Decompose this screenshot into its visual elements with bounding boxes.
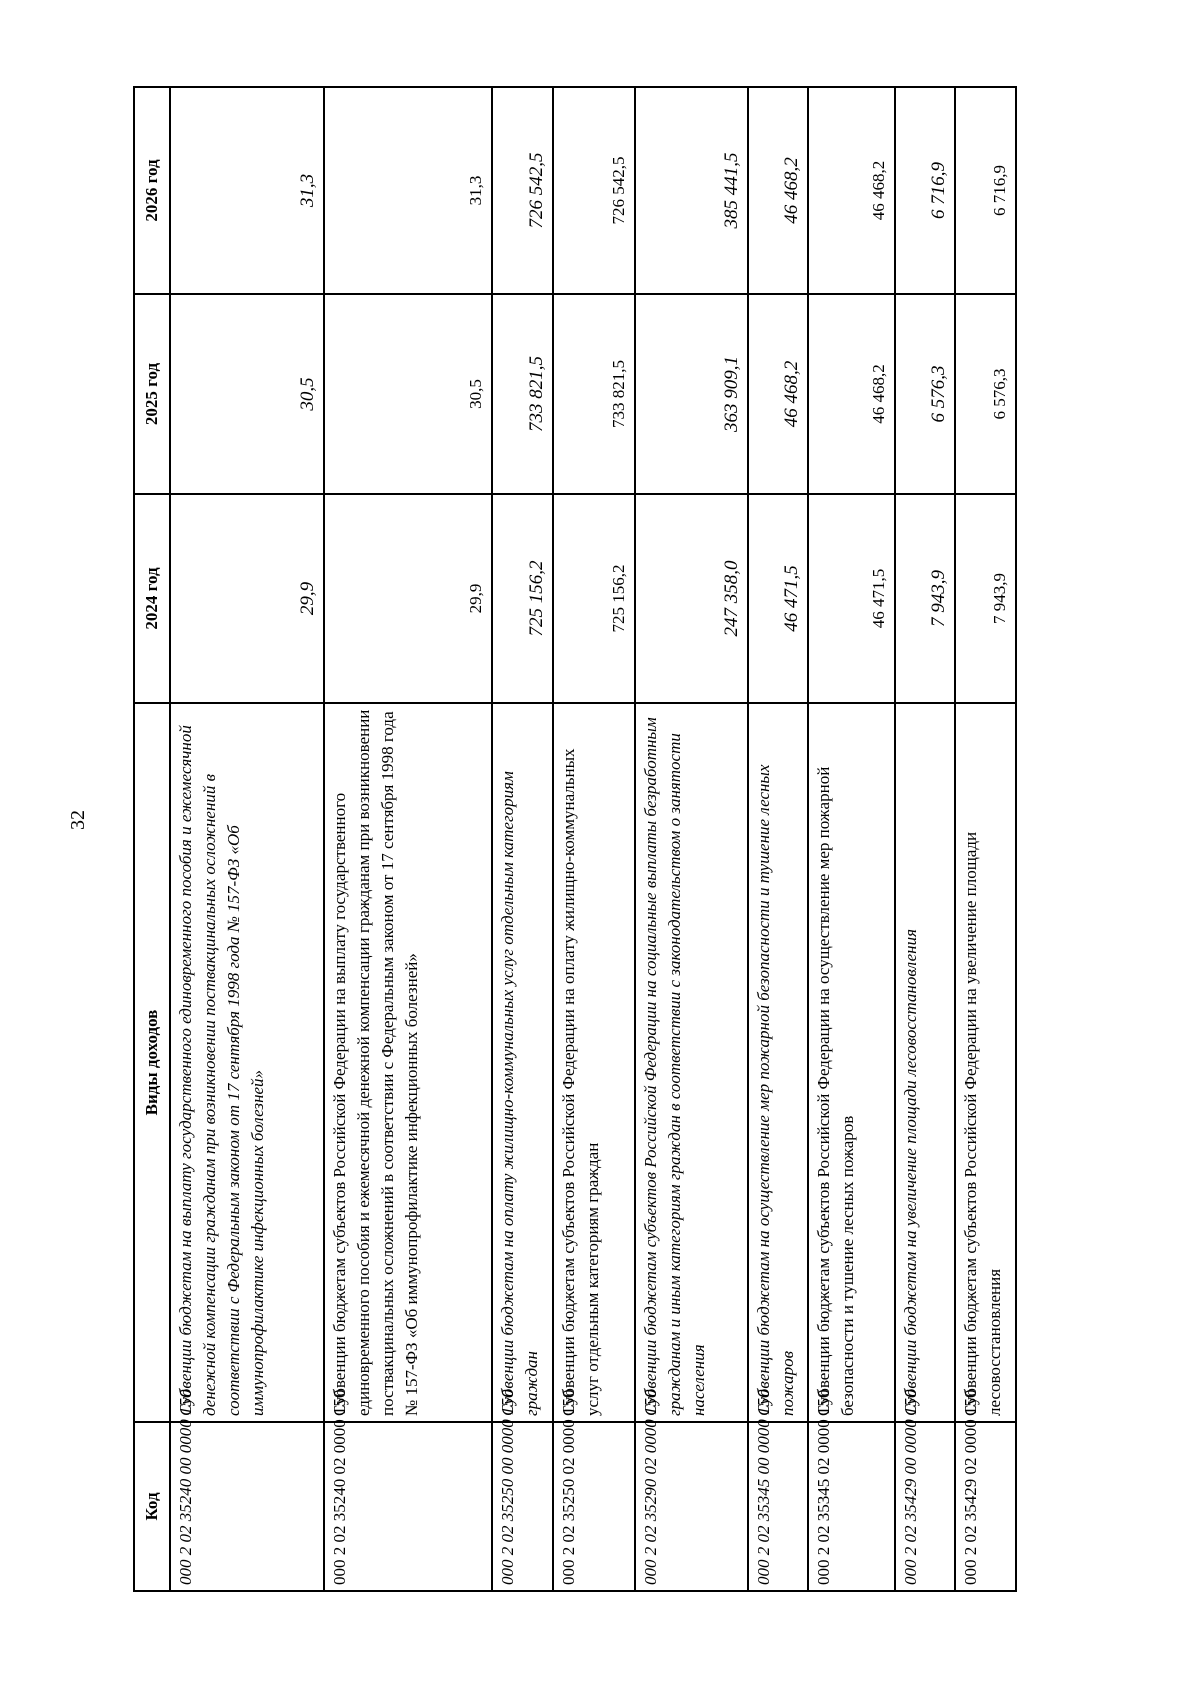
- row-code: 000 2 02 35240 00 0000 150: [170, 1422, 324, 1591]
- row-value-2024: 725 156,2: [492, 494, 553, 703]
- row-value-2026: 726 542,5: [492, 87, 553, 294]
- rotated-table-container: [133, 88, 1017, 1592]
- table-row: [955, 87, 1016, 1591]
- row-name: Субвенции бюджетам на увеличение площади лесовосстановления: [895, 703, 956, 1422]
- row-code: 000 2 02 35250 02 0000 150: [553, 1422, 635, 1591]
- row-code: 000 2 02 35250 00 0000 150: [492, 1422, 553, 1591]
- row-value-2026: 6 716,9: [955, 87, 1016, 294]
- row-value-2025: 6 576,3: [955, 294, 1016, 494]
- row-code: 000 2 02 35290 02 0000 150: [635, 1422, 748, 1591]
- header-year-2024: 2024 год: [134, 494, 170, 703]
- row-value-2026: 385 441,5: [635, 87, 748, 294]
- row-value-2026: 6 716,9: [895, 87, 956, 294]
- row-name: Субвенции бюджетам субъектов Российской Федерации на социальные выплаты безработным гражданам и иным категориям граждан в соответствии с законодательством о занятости населения: [635, 703, 748, 1422]
- row-code: 000 2 02 35345 00 0000 150: [748, 1422, 809, 1591]
- row-value-2026: 31,3: [170, 87, 324, 294]
- row-code: 000 2 02 35429 00 0000 150: [895, 1422, 956, 1591]
- row-value-2025: 733 821,5: [492, 294, 553, 494]
- row-code: 000 2 02 35345 02 0000 150: [808, 1422, 895, 1591]
- table-row: [324, 87, 493, 1591]
- row-name: Субвенции бюджетам субъектов Российской Федерации на увеличение площади лесовосстановления: [955, 703, 1016, 1422]
- row-value-2024: 725 156,2: [553, 494, 635, 703]
- row-name: Субвенции бюджетам субъектов Российской Федерации на выплату государственного единовременного пособия и ежемесячной денежной компенсации гражданам при возникновении поствакцинальных осложнений в соответствии с Федеральным законом от 17 сентября 1998 года № 157-ФЗ «Об иммунопрофилактике инфекционных болезней»: [324, 703, 493, 1422]
- table-row: [808, 87, 895, 1591]
- table-row: [170, 87, 324, 1591]
- row-value-2025: 46 468,2: [748, 294, 809, 494]
- row-code: 000 2 02 35429 02 0000 150: [955, 1422, 1016, 1591]
- row-value-2025: 30,5: [324, 294, 493, 494]
- row-value-2024: 247 358,0: [635, 494, 748, 703]
- row-name: Субвенции бюджетам субъектов Российской Федерации на осуществление мер пожарной безопасности и тушение лесных пожаров: [808, 703, 895, 1422]
- table-row: [635, 87, 748, 1591]
- table-row: [492, 87, 553, 1591]
- row-value-2026: 726 542,5: [553, 87, 635, 294]
- header-code: Код: [134, 1422, 170, 1591]
- row-value-2025: 6 576,3: [895, 294, 956, 494]
- row-value-2026: 31,3: [324, 87, 493, 294]
- row-value-2024: 46 471,5: [808, 494, 895, 703]
- row-value-2024: 46 471,5: [748, 494, 809, 703]
- row-value-2024: 29,9: [170, 494, 324, 703]
- row-value-2024: 7 943,9: [895, 494, 956, 703]
- row-name: Субвенции бюджетам на осуществление мер пожарной безопасности и тушение лесных пожаров: [748, 703, 809, 1422]
- table-row: [748, 87, 809, 1591]
- header-year-2025: 2025 год: [134, 294, 170, 494]
- page-number: 32: [67, 810, 89, 830]
- row-value-2024: 7 943,9: [955, 494, 1016, 703]
- row-value-2025: 363 909,1: [635, 294, 748, 494]
- row-value-2024: 29,9: [324, 494, 493, 703]
- row-value-2025: 733 821,5: [553, 294, 635, 494]
- table-header-row: [134, 87, 170, 1591]
- row-code: 000 2 02 35240 02 0000 150: [324, 1422, 493, 1591]
- budget-revenue-table: [133, 86, 1017, 1592]
- row-name: Субвенции бюджетам субъектов Российской Федерации на оплату жилищно-коммунальных услуг отдельным категориям граждан: [553, 703, 635, 1422]
- row-name: Субвенции бюджетам на выплату государственного единовременного пособия и ежемесячной денежной компенсации гражданам при возникновении поствакцинальных осложнений в соответствии с Федеральным законом от 17 сентября 1998 года № 157-ФЗ «Об иммунопрофилактике инфекционных болезней»: [170, 703, 324, 1422]
- row-value-2025: 30,5: [170, 294, 324, 494]
- row-name: Субвенции бюджетам на оплату жилищно-коммунальных услуг отдельным категориям граждан: [492, 703, 553, 1422]
- row-value-2026: 46 468,2: [808, 87, 895, 294]
- row-value-2026: 46 468,2: [748, 87, 809, 294]
- row-value-2025: 46 468,2: [808, 294, 895, 494]
- header-year-2026: 2026 год: [134, 87, 170, 294]
- header-revenue-type: Виды доходов: [134, 703, 170, 1422]
- table-row: [895, 87, 956, 1591]
- table-row: [553, 87, 635, 1591]
